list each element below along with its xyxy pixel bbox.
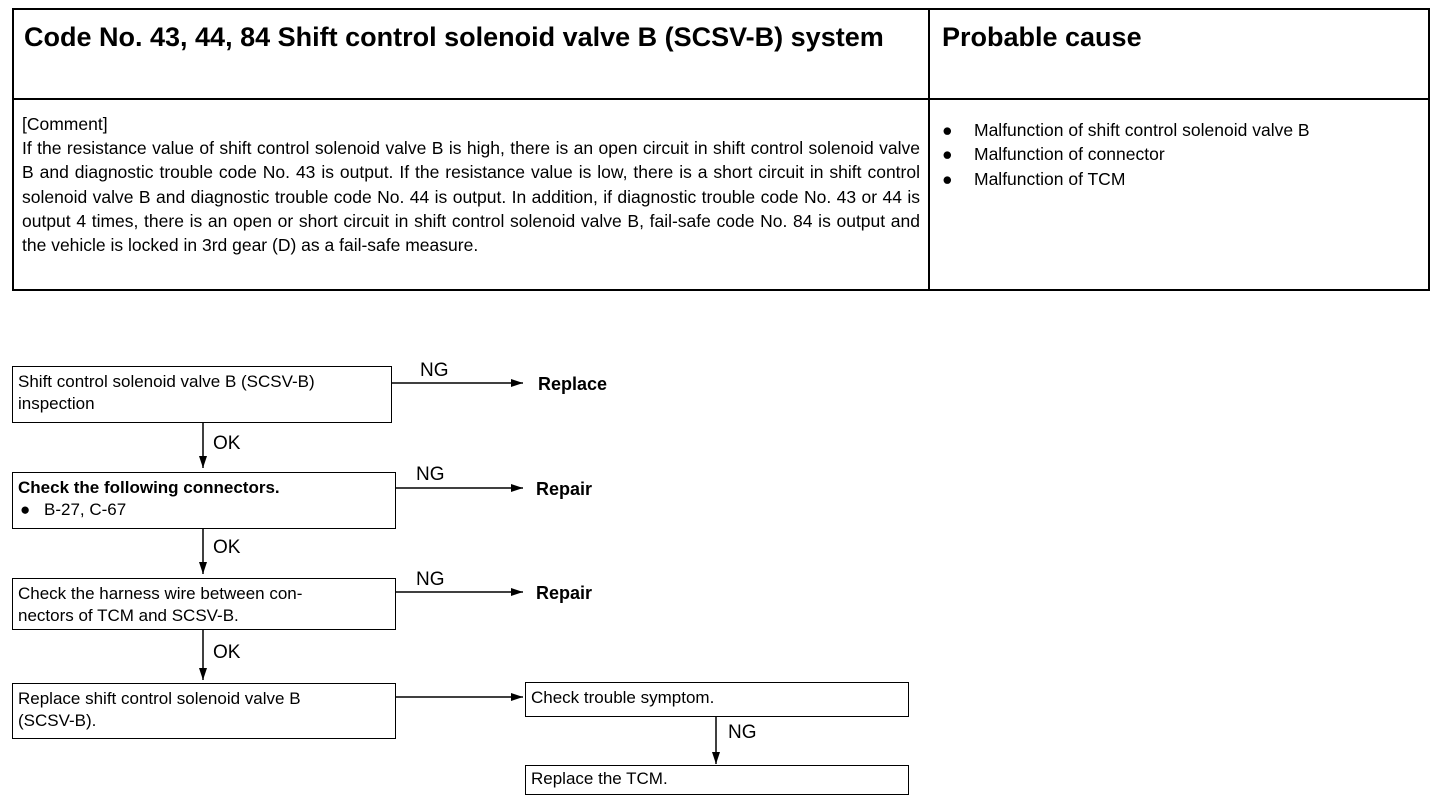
connector-list: B-27, C-67 (44, 500, 127, 519)
comment-text: If the resistance value of shift control solenoid valve B is high, there is an open circuit in shift control solenoid valve B and diagnostic trouble code No. 43 is output. If the resistance value is low, there is a short circuit in shift control solenoid valve B and diagnostic trouble code No. 44 is output. In addition, if diagnostic trouble code No. 43 or 44 is output 4 times, there is an open or short circuit in shift control solenoid valve B, fail-safe code No. 84 is output and the vehicle is locked in 3rd gear (D) as a fail-safe measure. (22, 138, 920, 256)
bullet-icon: ● (942, 168, 953, 189)
ng-label-3: NG (416, 569, 445, 590)
step-replace-scsv-b (12, 683, 396, 739)
result-repair-1: Repair (536, 479, 593, 499)
code-title: Code No. 43, 44, 84 Shift control solenoid valve B (SCSV-B) system (24, 22, 884, 52)
ok-label-1: OK (213, 433, 241, 454)
step-1-line-2: inspection (18, 394, 95, 413)
result-repair-2: Repair (536, 583, 593, 603)
step-4-line-1: Replace shift control solenoid valve B (18, 689, 301, 708)
step-3-line-1: Check the harness wire between con- (18, 584, 303, 603)
ok-label-3: OK (213, 642, 241, 663)
cause-text: Malfunction of shift control solenoid valve B (974, 120, 1310, 140)
probable-cause-heading: Probable cause (942, 22, 1142, 52)
ng-label-1: NG (420, 360, 449, 381)
check-trouble-symptom-box (525, 682, 909, 717)
step-4-line-2: (SCSV-B). (18, 711, 97, 730)
ok-label-2: OK (213, 537, 241, 558)
bullet-icon: ● (942, 144, 953, 165)
step-3-line-2: nectors of TCM and SCSV-B. (18, 606, 239, 625)
replace-tcm-box (525, 765, 909, 795)
comment-label: [Comment] (22, 114, 108, 134)
step-1-line-1: Shift control solenoid valve B (SCSV-B) (18, 372, 315, 391)
step-check-connectors (12, 472, 396, 529)
symptom-ng-label: NG (728, 722, 757, 743)
replace-tcm-text: Replace the TCM. (531, 769, 668, 788)
ng-label-2: NG (416, 464, 445, 485)
cause-text: Malfunction of connector (974, 144, 1165, 165)
step-check-harness-wire (12, 578, 396, 630)
check-symptom-text: Check trouble symptom. (531, 688, 715, 707)
result-replace: Replace (538, 374, 608, 394)
bullet-icon: ● (942, 120, 953, 140)
cause-text: Malfunction of TCM (974, 168, 1126, 189)
step-2-line-1: Check the following connectors. (18, 478, 280, 497)
step-2-line-2 (18, 499, 390, 521)
bullet-icon: ● (20, 500, 31, 519)
step-scsv-b-inspection (12, 366, 392, 423)
